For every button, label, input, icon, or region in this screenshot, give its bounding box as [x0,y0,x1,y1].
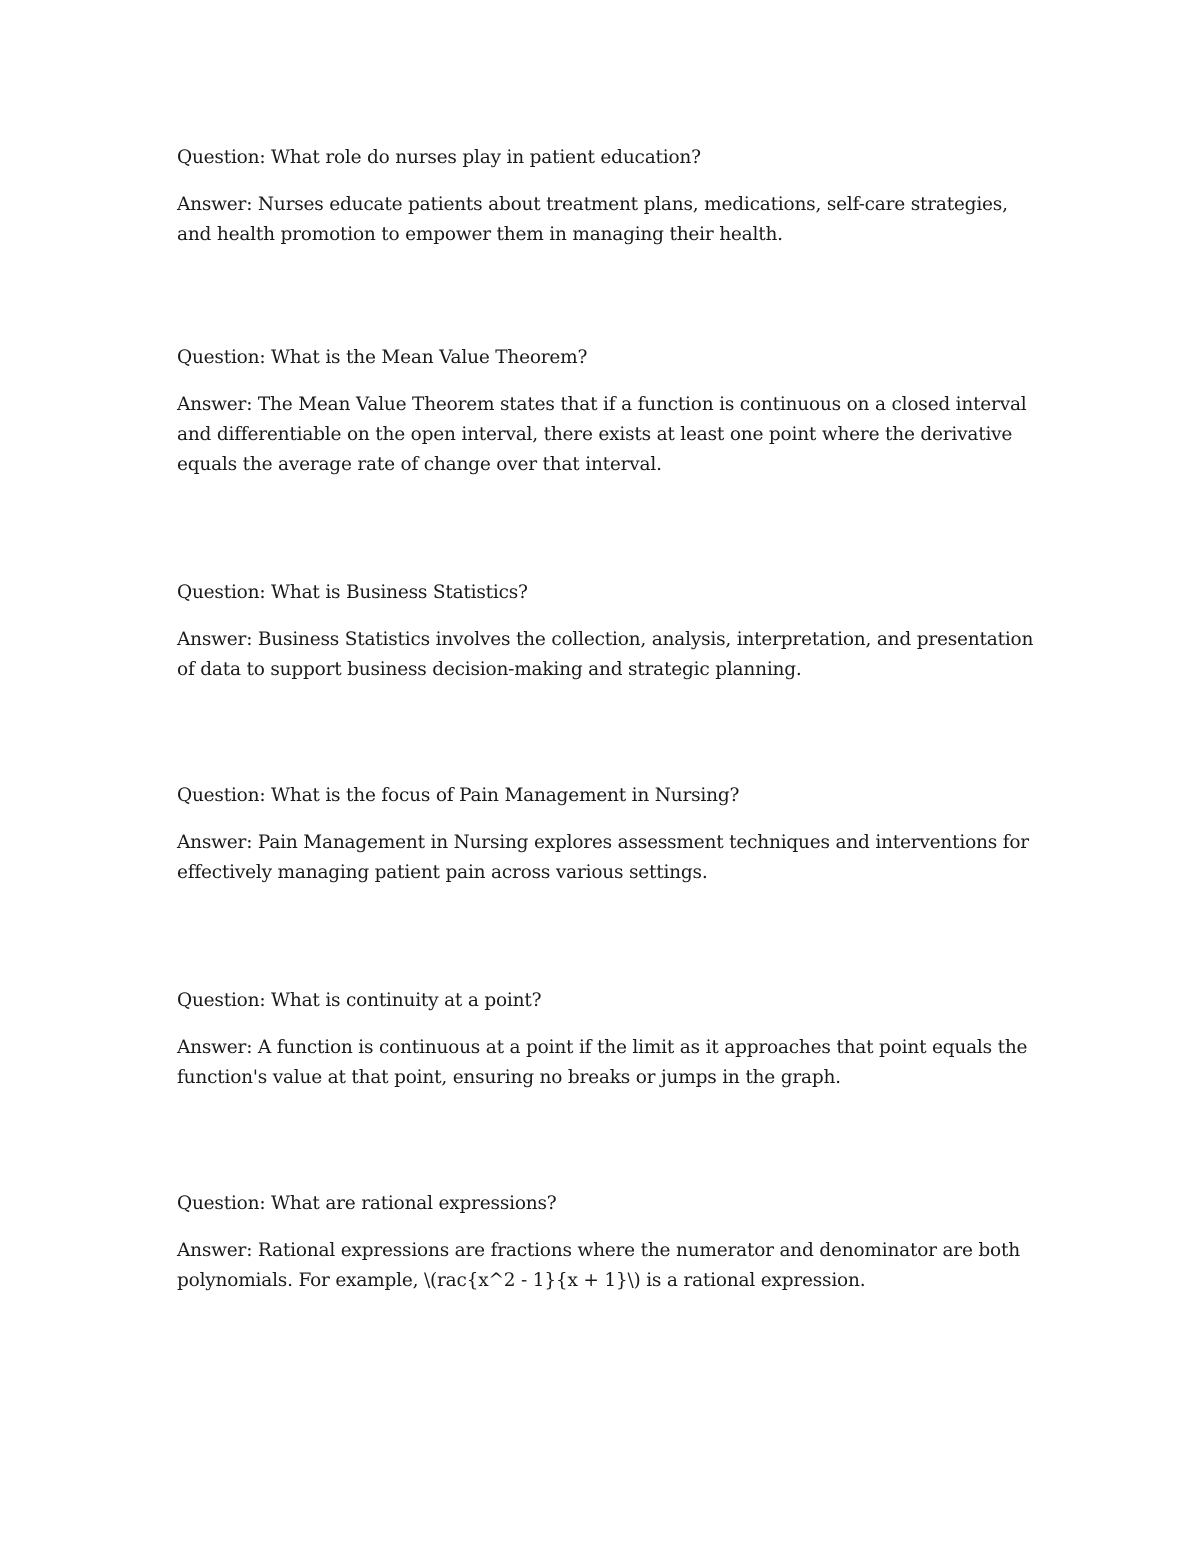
qa-block [177,578,1037,685]
answer-text: Answer: A function is continuous at a point if the limit as it approaches that point equals the function's value at that point, ensuring no breaks or jumps in the graph. [177,1037,1028,1088]
answer-text: Answer: Rational expressions are fractions where the numerator and denominator are both polynomials. For example, \(rac{x^2 - 1}{x + 1}\) is a rational expression. [177,1240,1020,1291]
answer-text: Answer: Nurses educate patients about treatment plans, medications, self-care strategies, and health promotion to empower them in managing their health. [177,194,1008,245]
question-text: Question: What are rational expressions? [177,1193,557,1214]
question-text: Question: What is continuity at a point? [177,990,542,1011]
question-text: Question: What is Business Statistics? [177,582,528,603]
qa-block [177,143,1037,250]
question-text: Question: What is the focus of Pain Management in Nursing? [177,785,740,806]
question-text: Question: What role do nurses play in patient education? [177,147,701,168]
qa-block [177,781,1037,888]
answer-text: Answer: Business Statistics involves the collection, analysis, interpretation, and presentation of data to support business decision-making and strategic planning. [177,629,1034,680]
qa-block [177,343,1037,480]
answer-text: Answer: Pain Management in Nursing explores assessment techniques and interventions for effectively managing patient pain across various settings. [177,832,1029,883]
answer-text: Answer: The Mean Value Theorem states that if a function is continuous on a closed interval and differentiable on the open interval, there exists at least one point where the derivative equals the average rate of change over that interval. [177,394,1027,475]
question-text: Question: What is the Mean Value Theorem? [177,347,588,368]
qa-block [177,986,1037,1093]
qa-block [177,1189,1037,1296]
